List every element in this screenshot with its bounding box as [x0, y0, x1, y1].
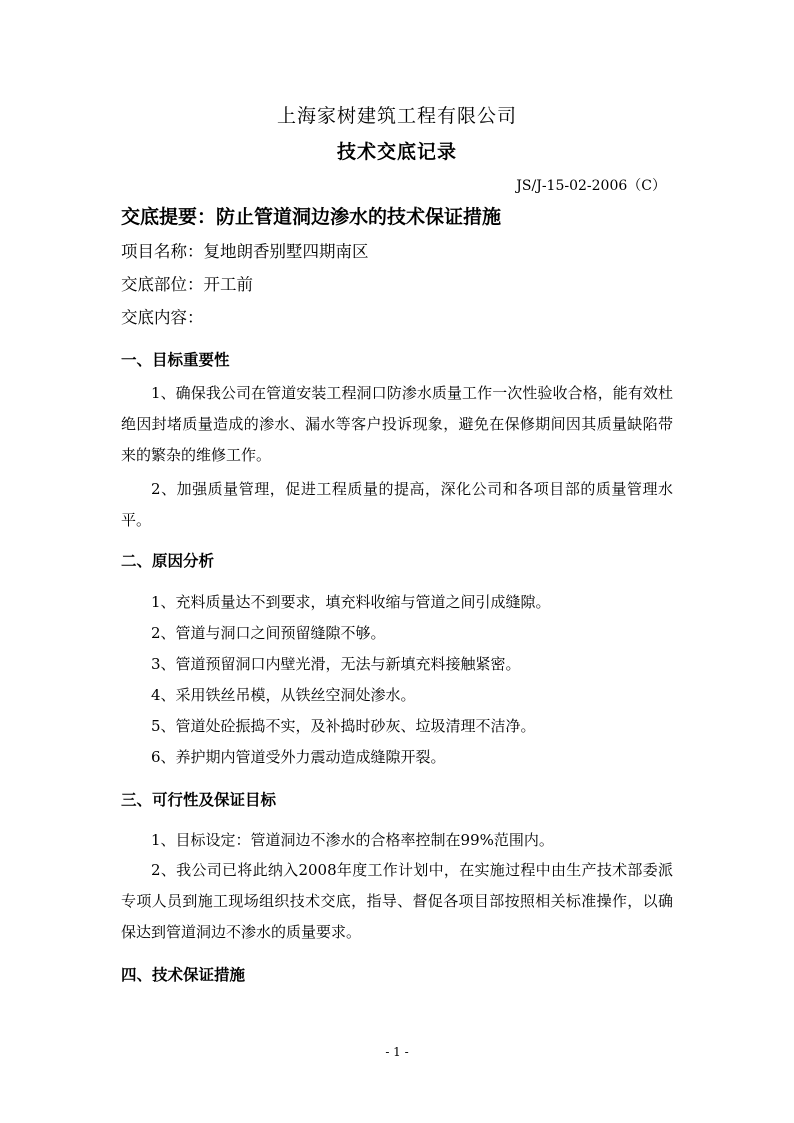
company-name: 上海家树建筑工程有限公司	[276, 105, 517, 127]
list-item: 5、管道处砼振捣不实，及补捣时砂灰、垃圾清理不洁净。	[151, 717, 536, 735]
project-name: 项目名称：复地朗香别墅四期南区	[121, 242, 369, 261]
document-title: 技术交底记录	[336, 141, 457, 163]
content-label: 交底内容：	[121, 308, 204, 327]
list-item: 2、管道与洞口之间预留缝隙不够。	[151, 624, 386, 642]
paragraph: 2、我公司已将此纳入2008年度工作计划中，在实施过程中由生产技术部委派专项人员到施工现场组织技术交底，指导、督促各项目部按照相关标准操作，以确保达到管道洞边不渗水的质量要求。	[121, 861, 673, 941]
section-heading-4: 四、技术保证措施	[121, 965, 246, 984]
section-heading-2: 二、原因分析	[121, 551, 215, 570]
section-heading-1: 一、目标重要性	[121, 350, 230, 369]
document-code: JS/J-15-02-2006（C）	[516, 178, 666, 194]
list-item: 1、目标设定：管道洞边不渗水的合格率控制在99%范围内。	[151, 831, 554, 849]
summary-heading: 交底提要：防止管道洞边渗水的技术保证措施	[121, 206, 502, 228]
handover-location: 交底部位：开工前	[121, 275, 253, 294]
section-heading-3: 三、可行性及保证目标	[121, 790, 277, 809]
list-item: 1、充料质量达不到要求，填充料收缩与管道之间引成缝隙。	[151, 593, 551, 611]
list-item: 3、管道预留洞口内壁光滑，无法与新填充料接触紧密。	[151, 655, 521, 673]
page-number: - 1 -	[385, 1045, 409, 1059]
paragraph: 1、确保我公司在管道安装工程洞口防渗水质量工作一次性验收合格，能有效杜绝因封堵质量造成的渗水、漏水等客户投诉现象，避免在保修期间因其质量缺陷带来的繁杂的维修工作。	[121, 384, 673, 464]
paragraph: 2、加强质量管理，促进工程质量的提高，深化公司和各项目部的质量管理水平。	[121, 480, 673, 529]
list-item: 6、养护期内管道受外力震动造成缝隙开裂。	[151, 748, 446, 766]
list-item: 4、采用铁丝吊模，从铁丝空洞处渗水。	[151, 686, 416, 704]
